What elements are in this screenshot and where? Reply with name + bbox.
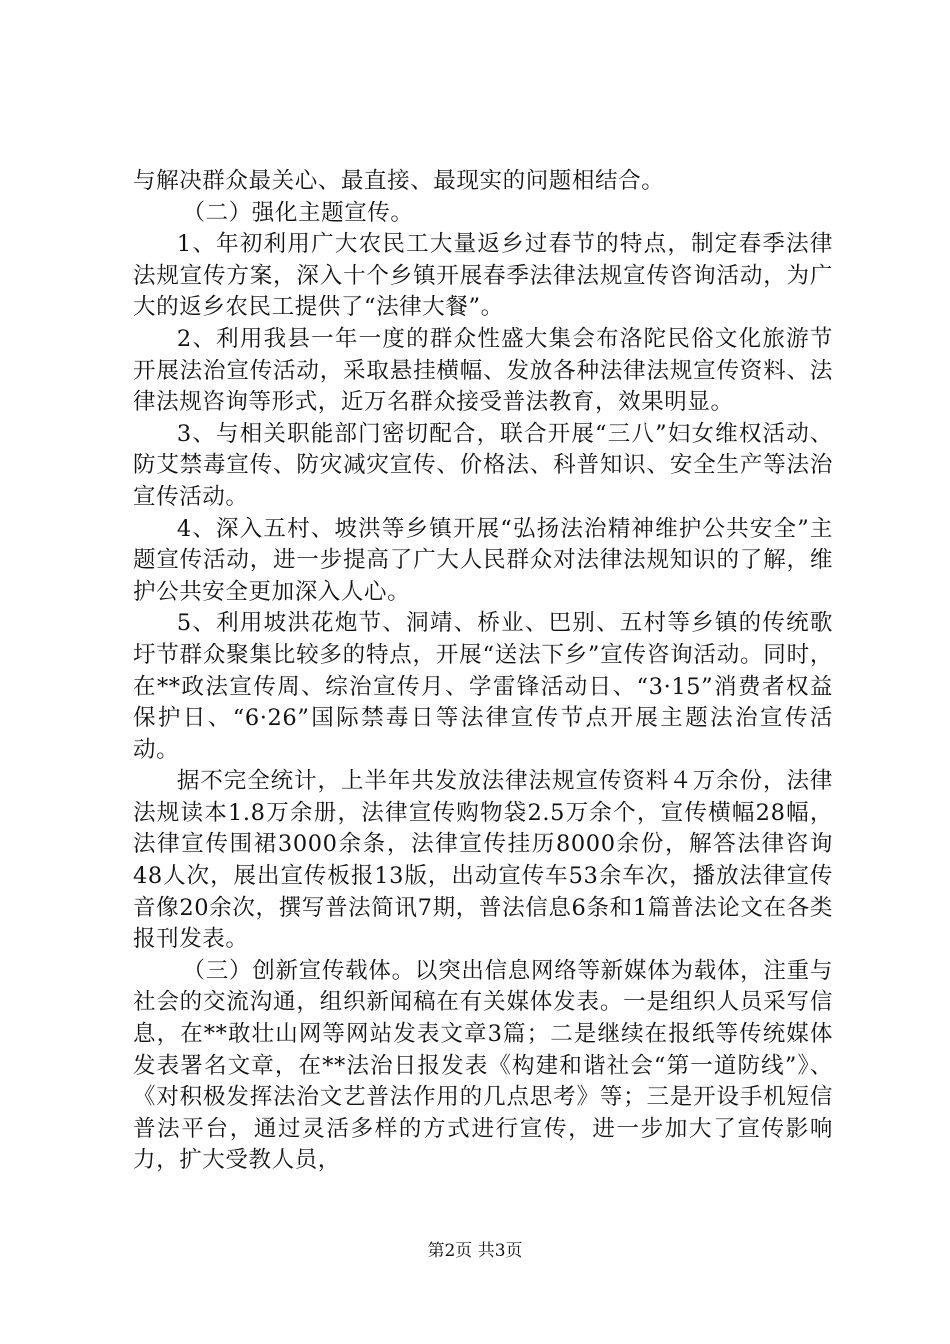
document-body	[133, 166, 833, 1177]
page-number-label: 第2页 共3页	[427, 1241, 523, 1261]
paragraph-item-4: 4、深入五村、坡洪等乡镇开展“弘扬法治精神维护公共安全”主题宣传活动，进一步提高了广大人民群众对法律法规知识的了解，维护公共安全更加深入人心。	[133, 515, 833, 605]
paragraph-item-2: 2、利用我县一年一度的群众性盛大集会布洛陀民俗文化旅游节开展法治宣传活动，采取悬挂横幅、发放各种法律法规宣传资料、法律法规咨询等形式，近万名群众接受普法教育，效果明显。	[133, 325, 833, 416]
section-heading-2: （二）强化主题宣传。	[182, 199, 414, 226]
paragraph-continuation: 与解决群众最关心、最直接、最现实的问题相结合。	[133, 168, 665, 194]
paragraph-item-3: 3、与相关职能部门密切配合，联合开展“三八”妇女维权活动、防艾禁毒宣传、防灾减灾宣传、价格法、科普知识、安全生产等法治宣传活动。	[133, 420, 833, 510]
page-footer	[0, 1240, 950, 1262]
paragraph-statistics: 据不完全统计，上半年共发放法律法规宣传资料４万余份，法律法规读本1.8万余册，法律宣传购物袋2.5万余个，宣传横幅28幅，法律宣传围裙3000余条，法律宣传挂历8000余份，解答法律咨询48人次，展出宣传板报13版，出动宣传车53余车次，播放法律宣传音像20余次，撰写普法简讯7期，普法信息6条和1篇普法论文在各类报刊发表。	[133, 768, 833, 953]
section-heading-3-paragraph: （三）创新宣传载体。以突出信息网络等新媒体为载体，注重与社会的交流沟通，组织新闻稿在有关媒体发表。一是组织人员采写信息，在**敢壮山网等网站发表文章3篇；二是继续在报纸等传统媒体发表署名文章，在**法治日报发表《构建和谐社会“第一道防线”》、《对积极发挥法治文艺普法作用的几点思考》等；三是开设手机短信普法平台，通过灵活多样的方式进行宣传，进一步加大了宣传影响力，扩大受教人员，	[133, 957, 833, 1174]
paragraph-item-5: 5、利用坡洪花炮节、洞靖、桥业、巴别、五村等乡镇的传统歌圩节群众聚集比较多的特点，开展“送法下乡”宣传咨询活动。同时，在**政法宣传周、综治宣传月、学雷锋活动日、“3·15”消费者权益保护日、“6·26”国际禁毒日等法律宣传节点开展主题法治宣传活动。	[133, 610, 833, 763]
paragraph-item-1: 1、年初利用广大农民工大量返乡过春节的特点，制定春季法律法规宣传方案，深入十个乡镇开展春季法律法规宣传咨询活动，为广大的返乡农民工提供了“法律大餐”。	[133, 231, 833, 321]
